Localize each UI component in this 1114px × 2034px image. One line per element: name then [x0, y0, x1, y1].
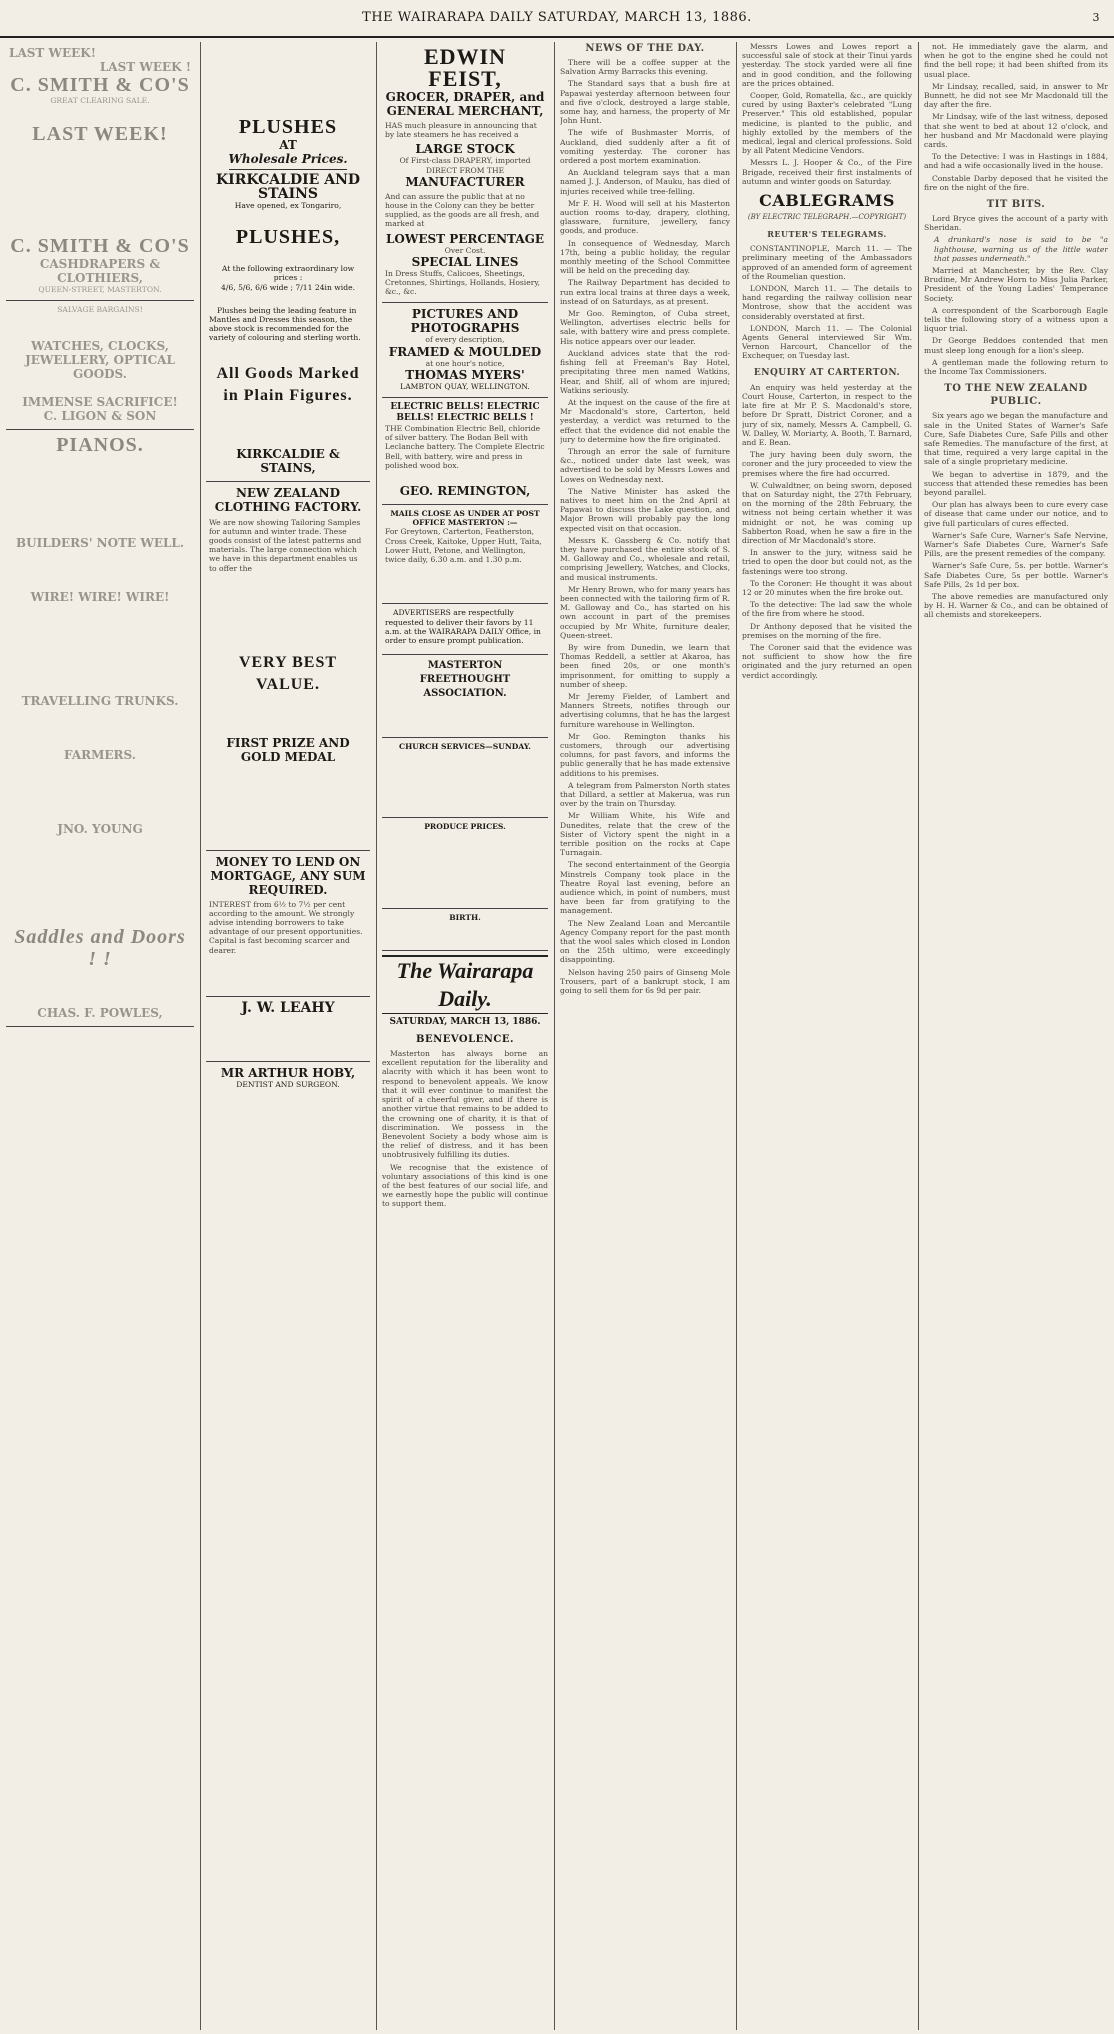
manufacturer-line: MANUFACTURER [405, 174, 525, 189]
leahy-name: J. W. LEAHY [241, 999, 335, 1016]
clothing-heading: NEW ZEALAND CLOTHING FACTORY. [214, 485, 362, 514]
column-rule [376, 42, 377, 2030]
column-5: Messrs Lowes and Lowes report a successful sale of stock at their Tinui yards yesterday. The stock yarded were all fine and in good condition, and the following are the prices obtained. Cooper, Gold, Romatella, &c., are quickly cured by using Baxter's celebrated "Lung Preserver." This old established, popular medicine, is planted to the public, and highly extolled by the members of the medical, legal and clerical professions. Sold by all Patent Medicine Vendors. Messrs L. J. Hooper & Co., of the Fire Brigade, received their first instalments of autumn and winter goods on Saturday. CABLEGRAMS (BY ELECTRIC TELEGRAPH.—COPYRIGHT) REUTER'S TELEGRAMS. CONSTANTINOPLE, March 11. — The preliminary meeting of the Ambassadors approved of an amended form of agreement of the Roumelian question. LONDON, March 11. — The details to hand regarding the railway collision near Montrose, show that the accident was considerably overstated at first. LONDON, March 11. — The Colonial Agents General interviewed Sir Wm. Vernon Harcourt, Chancellor of the Exchequer, on Tuesday last. ENQUIRY AT CARTERTON. An enquiry was held yesterday at the Court House, Carterton, in respect to the late fire at Mr P. S. Macdonald's store, before Dr Spratt, District Coroner, and a jury of six, namely, Messrs A. Campbell, G. W. Dalley, W. Moriarty, A. Booth, T. Barnard, and E. Bean. The jury having been duly sworn, the coroner and the jury proceeded to view the premises where the fire had occurred. W. Culwaldtner, on being sworn, deposed that on Saturday night, the 27th February, on the morning of the 28th February, the witness not being certain whether it was midnight or not, he was coming up Sabberton Road, when he saw a fire in the direction of Mr Macdonald's store. In answer to the jury, witness said he tried to open the door but could not, as the fastenings were too strong. To the Coroner: He thought it was about 12 or 20 minutes when the fire broke out. To the detective: The lad saw the whole of the fire from where he stood. Dr Anthony deposed that he visited the premises on the morning of the fire. The Coroner said that the evidence was not sufficient to show how the fire originated and the jury returned an open verdict accordingly. [742, 42, 912, 680]
trade-line: CASHDRAPERS & CLOTHIERS, [39, 257, 161, 286]
myers-ad: PICTURES AND PHOTOGRAPHS of every description, FRAMED & MOULDED at one hour's notice, THOMAS MYERS' LAMBTON QUAY, WELLINGTON. [382, 303, 548, 398]
column-rule [200, 42, 201, 2030]
lambton-line: LAMBTON QUAY, WELLINGTON. [400, 381, 530, 391]
clearing-sale: GREAT CLEARING SALE. [50, 96, 150, 105]
bells-heading: ELECTRIC BELLS! ELECTRIC BELLS! ELECTRIC BELLS ! [390, 402, 540, 424]
association-ad [382, 655, 548, 738]
plushes-heading: PLUSHES [238, 116, 338, 138]
large-stock: LARGE STOCK [415, 142, 515, 157]
last-week-heading-2: LAST WEEK ! [99, 60, 191, 74]
column-rule [736, 42, 737, 2030]
smith-ad [6, 42, 194, 301]
plushes-big: PLUSHES, [235, 226, 341, 249]
mails-heading: MAILS CLOSE AS UNDER AT POST OFFICE MASTERTON :— [390, 509, 540, 528]
newspaper-flag: The Wairarapa Daily. [382, 955, 548, 1014]
opened-line: Have opened, ex Tongariro, [234, 201, 342, 210]
pictures-line: PICTURES AND PHOTOGRAPHS [410, 307, 520, 336]
nz-public-heading: TO THE NEW ZEALAND PUBLIC. [944, 383, 1088, 408]
wholesale-line: Wholesale Prices. [228, 152, 348, 166]
builders-heading: BUILDERS' NOTE WELL. [15, 535, 185, 550]
special-lines: SPECIAL LINES [411, 254, 519, 269]
framed-line: FRAMED & MOULDED [388, 344, 542, 359]
association-heading: MASTERTON FREETHOUGHT ASSOCIATION. [419, 660, 511, 700]
farmers-heading: FARMERS. [64, 747, 136, 762]
address-line: QUEEN-STREET, MASTERTON. [38, 285, 162, 295]
advertisers-ad [382, 604, 548, 655]
ligon-name: C. LIGON & SON [43, 408, 157, 423]
lowest-line: LOWEST PERCENTAGE [385, 231, 545, 246]
benevolence-heading: BENEVOLENCE. [416, 1034, 514, 1046]
bells-ad: ELECTRIC BELLS! ELECTRIC BELLS! ELECTRIC BELLS ! THE Combination Electric Bell, chloride of silver battery. The Bodan Bell with Leclanche battery. The Complete Electric Bell, with battery, wire and press in polished wood box. GEO. REMINGTON, [382, 398, 548, 505]
hoby-ad [206, 1062, 370, 1095]
clothing-ad: NEW ZEALAND CLOTHING FACTORY. We are now showing Tailoring Samples for autumn and winter trade. These goods consist of the latest patterns and materials. The large connection which we have in this department enables us to offer the VERY BEST VALUE. FIRST PRIZE AND GOLD MEDAL [206, 482, 370, 851]
cablegrams-sub: (BY ELECTRIC TELEGRAPH.—COPYRIGHT) [747, 213, 907, 222]
sacrifice-line: IMMENSE SACRIFICE! [22, 394, 178, 409]
bargains-line: SALVAGE BARGAINS! [57, 305, 143, 315]
enquiry-heading: ENQUIRY AT CARTERTON. [753, 367, 901, 378]
kirkcaldie-footer: KIRKCALDIE & STAINS, [236, 446, 340, 475]
saddles-heading: Saddles and Doors ! ! [14, 925, 186, 970]
masthead [0, 0, 1114, 38]
money-heading: MONEY TO LEND ON MORTGAGE, ANY SUM REQUIRED. [210, 854, 366, 897]
column-rule [554, 42, 555, 2030]
news-heading: NEWS OF THE DAY. [585, 43, 705, 54]
all-goods-line: All Goods Marked in Plain Figures. [216, 364, 360, 404]
dental-line: DENTIST AND SURGEON. [236, 1079, 340, 1089]
pianos-ad [6, 430, 194, 1027]
birth-heading: BIRTH. [449, 912, 481, 922]
leahy-ad [206, 997, 370, 1062]
column-3: EDWIN FEIST, GROCER, DRAPER, and GENERAL MERCHANT, HAS much pleasure in announcing that by late steamers he has received a LARGE STOCK Of First-class DRAPERY, imported DIRECT FROM THE MANUFACTURER And can assure the public that at no house in the Colony can they be better supplied, as the goods are all fresh, and marked at LOWEST PERCENTAGE Over Cost. SPECIAL LINES In Dress Stuffs, Calicoes, Sheetings, Cretonnes, Shirtings, Hollands, Hosiery, &c., &c. PICTURES AND PHOTOGRAPHS of every description, FRAMED & MOULDED at one hour's notice, THOMAS MYERS' LAMBTON QUAY, WELLINGTON. ELECTRIC BELLS! ELECTRIC BELLS! ELECTRIC BELLS ! THE Combination Electric Bell, chloride of silver battery. The Bodan Bell with Leclanche battery. The Complete Electric Bell, with battery, wire and press in polished wood box. GEO. REMINGTON, MAILS CLOSE AS UNDER AT POST OFFICE MASTERTON :— For Greytown, Carterton, Featherston, Cross Creek, Kaitoke, Upper Hutt, Taita, Lower Hutt, Petone, and Wellington, twice daily, 6.30 a.m. and 1.30 p.m. ADVERTISERS are respectfully requested to deliver their favors by 11 a.m. at the WAIRARAPA DAILY Office, in order to ensure prompt publication. MASTERTON FREETHOUGHT ASSOCIATION. CHURCH SERVICES—SUNDAY. PRODUCE PRICES. BIRTH. The Wairarapa Daily. SATURDAY, MARCH 13, 1886. BENEVOLENCE. Masterton has always borne an excellent reputation for the liberality and alacrity with which it has been wont to respond to benevolent appeals. We know that it will ever continue to manifest the spirit of a cheerful giver, and if there is another virtue that remains to be added to the crowning one of charity, it is that of discrimination. We possess in the Benevolent Society a body whose aim is the relief of distress, and it has been unobtrusively fulfilling its duties. We recognise that the existence of voluntary associations of this kind is one of the best features of our social life, and we earnestly hope the public will continue to support them. [382, 44, 548, 1209]
prices-line: 4/6, 5/6, 6/6 wide ; 7/11 24in wide. [221, 282, 355, 292]
plushes-ad [206, 42, 370, 482]
last-week-heading: LAST WEEK! [9, 46, 96, 60]
church-ad [382, 738, 548, 818]
advertisers-note: ADVERTISERS are respectfully requested to deliver their favors by 11 a.m. at the WAIRARAPA DAILY Office, in order to ensure prompt publication. [385, 608, 541, 646]
following-line: At the following extraordinary low prices : [221, 264, 355, 283]
money-ad: MONEY TO LEND ON MORTGAGE, ANY SUM REQUIRED. INTEREST from 6½ to 7½ per cent according to the amount. We strongly advise intending borrowers to take advantage of our present opportunities. Capital is fast becoming scarcer and dearer. [206, 851, 370, 997]
produce-heading: PRODUCE PRICES. [424, 822, 506, 832]
feist-ad: EDWIN FEIST, GROCER, DRAPER, and GENERAL MERCHANT, HAS much pleasure in announcing that by late steamers he has received a LARGE STOCK Of First-class DRAPERY, imported DIRECT FROM THE MANUFACTURER And can assure the public that at no house in the Colony can they be better supplied, as the goods are all fresh, and marked at LOWEST PERCENTAGE Over Cost. SPECIAL LINES In Dress Stuffs, Calicoes, Sheetings, Cretonnes, Shirtings, Hollands, Hosiery, &c., &c. [382, 42, 548, 303]
page-number: 3 [1092, 11, 1100, 24]
very-best-line: VERY BEST VALUE. [238, 653, 338, 693]
hoby-name: MR ARTHUR HOBY, [220, 1065, 356, 1080]
travelling-heading: TRAVELLING TRUNKS. [21, 693, 179, 708]
myers-name: THOMAS MYERS' [405, 367, 525, 382]
mails-ad: MAILS CLOSE AS UNDER AT POST OFFICE MASTERTON :— For Greytown, Carterton, Featherston, Cross Creek, Kaitoke, Upper Hutt, Taita, Lower Hutt, Petone, and Wellington, twice daily, 6.30 a.m. and 1.30 p.m. [382, 505, 548, 604]
firm-name: C. SMITH & CO'S [10, 74, 190, 96]
kirkcaldie-heading: KIRKCALDIE AND STAINS [215, 172, 361, 202]
leading-text: Plushes being the leading feature in Mantles and Dresses this season, the above stock is recommended for the variety of colouring and sterling worth. [209, 305, 361, 343]
watches-line: WATCHES, CLOCKS, JEWELLERY, OPTICAL GOODS. [25, 338, 175, 381]
first-prize-line: FIRST PRIZE AND GOLD MEDAL [226, 735, 350, 764]
ligon-ad [6, 301, 194, 429]
tit-bits-heading: TIT BITS. [986, 199, 1046, 211]
produce-ad [382, 818, 548, 908]
cablegrams-heading: CABLEGRAMS [759, 191, 895, 211]
column-rule [918, 42, 919, 2030]
pianos-heading: PIANOS. [56, 433, 144, 456]
remington-name: GEO. REMINGTON, [399, 484, 531, 499]
feist-trade: GROCER, DRAPER, and GENERAL MERCHANT, [385, 90, 545, 118]
powles-name: CHAS. F. POWLES, [37, 1005, 163, 1020]
church-heading: CHURCH SERVICES—SUNDAY. [399, 742, 531, 752]
at-line: AT [279, 138, 297, 152]
column-4: NEWS OF THE DAY. There will be a coffee supper at the Salvation Army Barracks this evening. The Standard says that a bush fire at Papawai yesterday afternoon between four and five o'clock, destroyed a large stable, some hay, and harness, the property of Mr John Hunt. The wife of Bushmaster Morris, of Auckland, died suddenly after a fit of vomiting yesterday. The coroner has ordered a post mortem examination. An Auckland telegram says that a man named J. J. Anderson, of Mauku, has died of injuries received while tree-felling. Mr F. H. Wood will sell at his Masterton auction rooms to-day, drapery, clothing, glassware, furniture, jewellery, fancy goods, and produce. In consequence of Wednesday, March 17th, being a public holiday, the regular monthly meeting of the School Committee will be held on the preceding day. The Railway Department has decided to run extra local trains at three days a week, instead of on Saturdays, as at present. Mr Goo. Remington, of Cuba street, Wellington, advertises electric bells for sale, with battery wire and press complete. His notice appears over our leader. Auckland advices state that the rod-fishing fell at Freeman's Bay Hotel, precipitating three men named Watkins, Hear, and Shilf, all of whom are injured; Watkins seriously. At the inquest on the cause of the fire at Mr Macdonald's store, Carterton, held yesterday, a verdict was returned to the effect that the evidence did not enable the jury to determine how the fire originated. Through an error the sale of furniture &c., noticed under date last week, was advertised to be sold by Messrs Lowes and Lowes on Wednesday next. The Native Minister has asked the natives to meet him on the 2nd April at Papawai to discuss the Lake question, and Major Brown will probably pay the long expected visit on that occasion. Messrs K. Gassberg & Co. notify that they have purchased the entire stock of S. M. Galloway and Co., wholesale and retail, comprising Jewellery, Watches, and Clocks, and musical instruments. Mr Henry Brown, who for many years has been connected with the tailoring firm of R. M. Galloway and Co., has started on his own account in part of the premises occupied by Mr White, furniture dealer, Queen-street. By wire from Dunedin, we learn that Thomas Reddell, a settler at Akaroa, has been fined 20s, or one month's imprisonment, for omitting to supply a number of sheep. Mr Jeremy Fielder, of Lambert and Manners Streets, notifies through our advertising columns, that he has the largest furniture warehouse in Wellington. Mr Goo. Remington thanks his customers, through our advertising columns, for past favors, and informs the public generally that he has made extensive additions to his premises. A telegram from Palmerston North states that Dillard, a settler at Makerua, was run over by the train on Thursday. Mr William White, his Wife and Dunedites, relate that the crew of the Sister of Victory spent the night in a terrible position on the rocks at Cape Turnagain. The second entertainment of the Georgia Minstrels Company took place in the Theatre Royal last evening, before an audience which, in point of numbers, must have been far from gratifying to the management. The New Zealand Loan and Mercantile Agency Company report for the past month that the wool sales which closed in London on the 25th ultimo, were exceedingly disappointing. Nelson having 250 pairs of Ginseng Mole Trousers, part of a bankrupt stock, I am going to sell them for 6s 9d per pair. [560, 43, 730, 996]
birth-ad [382, 909, 548, 951]
masthead-title: THE WAIRARAPA DAILY SATURDAY, MARCH 13, 1886. [362, 10, 752, 25]
column-1 [6, 42, 194, 2030]
reuter-heading: REUTER'S TELEGRAMS. [767, 229, 887, 240]
column-2 [206, 42, 370, 2030]
feist-name: EDWIN FEIST, [423, 44, 506, 91]
last-week-big: LAST WEEK! [32, 123, 168, 146]
young-name: JNO. YOUNG [57, 821, 143, 836]
wire-heading: WIRE! WIRE! WIRE! [30, 589, 170, 604]
firm-name-2: C. SMITH & CO'S [10, 235, 190, 258]
column-6: not. He immediately gave the alarm, and when he got to the engine shed he could not find the bell rope; it had been shifted from its usual place. Mr Lindsay, recalled, said, in answer to Mr Bunnett, he did not see Mr Macdonald till the day after the fire. Mr Lindsay, wife of the last witness, deposed that she went to bed at about 12 o'clock, and her husband and Mr Macdonald were playing cards. To the Detective: I was in Hastings in 1884, and had a wife occasionally lived in the house. Constable Darby deposed that he visited the fire on the night of the fire. TIT BITS. Lord Bryce gives the account of a party with Sheridan. A drunkard's nose is said to be "a lighthouse, warning us of the little water that passes underneath." Married at Manchester, by the Rev. Clay Brudine, Mr Andrew Horn to Miss Julia Parker, President of the Young Ladies' Temperance Society. A correspondent of the Scarborough Eagle tells the following story of a witness upon a liquor trial. Dr George Beddoes contended that men must sleep long enough for a lion's sleep. A gentleman made the following return to the Income Tax Commissioners. TO THE NEW ZEALAND PUBLIC. Six years ago we began the manufacture and sale in the United States of Warner's Safe Cure, Safe Diabetes Cure, Safe Pills and other safe Remedies. The manufacture of the first, at that time, required a very large capital in the sale of a single proprietary medicine. We began to advertise in 1879, and the success that attended these remedies has been beyond parallel. Our plan has always been to cure every case of disease that came under our notice, and to give full particulars of cures effected. Warner's Safe Cure, Warner's Safe Nervine, Warner's Safe Diabetes Cure, Warner's Safe Pills, are the present remedies of the company. Warner's Safe Cure, 5s. per bottle. Warner's Safe Diabetes Cure, 5s per bottle. Warner's Safe Pills, 2s 1d per box. The above remedies are manufactured only by H. H. Warner & Co., and can be obtained of all chemists and storekeepers. [924, 42, 1108, 620]
dateline: SATURDAY, MARCH 13, 1886. [389, 1016, 541, 1027]
